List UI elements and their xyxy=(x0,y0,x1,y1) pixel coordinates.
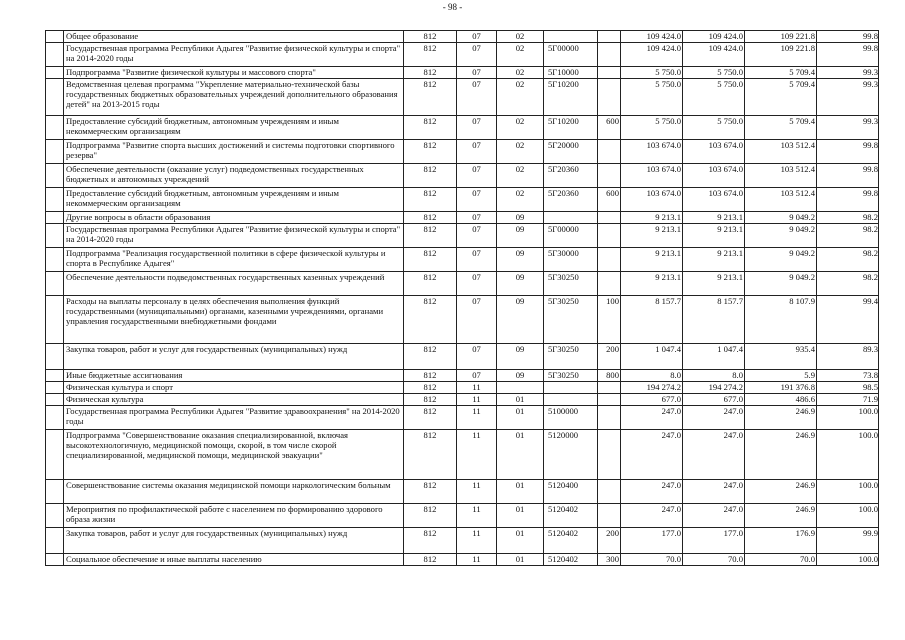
row-percent: 100.0 xyxy=(817,554,879,566)
row-executed: 5 709.4 xyxy=(745,116,817,140)
row-plan: 9 213.1 xyxy=(621,272,683,296)
row-plan: 5 750.0 xyxy=(621,67,683,79)
row-plan: 8 157.7 xyxy=(621,296,683,344)
row-vr: 300 xyxy=(598,554,621,566)
row-vr xyxy=(598,406,621,430)
row-refined: 103 674.0 xyxy=(683,164,745,188)
row-csr: 5Г30250 xyxy=(544,272,598,296)
row-ved: 812 xyxy=(404,272,457,296)
row-csr: 5Г10000 xyxy=(544,67,598,79)
row-name: Государственная программа Республики Адыгея "Развитие здравоохранения" на 2014-2020 годы xyxy=(64,406,404,430)
row-refined: 5 750.0 xyxy=(683,67,745,79)
row-refined: 109 424.0 xyxy=(683,43,745,67)
row-vr xyxy=(598,43,621,67)
row-plan: 194 274.2 xyxy=(621,382,683,394)
table-row xyxy=(46,43,879,67)
row-executed: 246.9 xyxy=(745,430,817,480)
row-pr: 02 xyxy=(497,43,544,67)
row-executed: 103 512.4 xyxy=(745,140,817,164)
row-executed: 9 049.2 xyxy=(745,212,817,224)
row-csr: 5Г20360 xyxy=(544,164,598,188)
row-ved: 812 xyxy=(404,188,457,212)
row-csr xyxy=(544,31,598,43)
row-name: Иные бюджетные ассигнования xyxy=(64,370,404,382)
row-csr: 5Г30250 xyxy=(544,296,598,344)
row-vr xyxy=(598,31,621,43)
row-pr: 01 xyxy=(497,528,544,554)
row-percent: 99.8 xyxy=(817,164,879,188)
row-vr xyxy=(598,224,621,248)
budget-table xyxy=(45,30,879,566)
row-executed: 9 049.2 xyxy=(745,248,817,272)
table-body xyxy=(46,31,879,566)
row-ved: 812 xyxy=(404,394,457,406)
row-vr xyxy=(598,504,621,528)
row-refined: 9 213.1 xyxy=(683,272,745,296)
row-percent: 99.8 xyxy=(817,31,879,43)
row-ved: 812 xyxy=(404,248,457,272)
row-name: Подпрограмма "Развитие спорта высших достижений и системы подготовки спортивного резерва" xyxy=(64,140,404,164)
row-refined: 9 213.1 xyxy=(683,212,745,224)
row-pr: 09 xyxy=(497,370,544,382)
row-refined: 109 424.0 xyxy=(683,31,745,43)
row-percent: 100.0 xyxy=(817,480,879,504)
row-refined: 5 750.0 xyxy=(683,116,745,140)
row-name: Подпрограмма "Развитие физической культуры и массового спорта" xyxy=(64,67,404,79)
row-percent: 99.9 xyxy=(817,528,879,554)
row-rz: 07 xyxy=(457,296,497,344)
row-executed: 103 512.4 xyxy=(745,188,817,212)
row-pr: 02 xyxy=(497,188,544,212)
row-plan: 8.0 xyxy=(621,370,683,382)
row-plan: 103 674.0 xyxy=(621,188,683,212)
row-csr: 5Г30250 xyxy=(544,344,598,370)
row-vr: 600 xyxy=(598,188,621,212)
table-row xyxy=(46,296,879,344)
row-refined: 1 047.4 xyxy=(683,344,745,370)
row-executed: 246.9 xyxy=(745,406,817,430)
row-rz: 07 xyxy=(457,31,497,43)
row-csr: 5120400 xyxy=(544,480,598,504)
row-name: Подпрограмма "Совершенствование оказания специализированной, включая высокотехнологичную, медицинской помощи, скорой, в том числе скорой специализированной, медицинской помощи, медицинской эвакуации" xyxy=(64,430,404,480)
row-vr xyxy=(598,394,621,406)
row-name: Предоставление субсидий бюджетным, автономным учреждениям и иным некоммерческим организациям xyxy=(64,188,404,212)
row-name: Государственная программа Республики Адыгея "Развитие физической культуры и спорта" на 2014-2020 годы xyxy=(64,43,404,67)
row-executed: 109 221.8 xyxy=(745,43,817,67)
row-name: Ведомственная целевая программа "Укрепление материально-технической базы государственных бюджетных образовательных учреждений дополнительного образования детей" на 2013-2015 годы xyxy=(64,79,404,116)
row-ved: 812 xyxy=(404,382,457,394)
table-row xyxy=(46,528,879,554)
row-plan: 247.0 xyxy=(621,504,683,528)
row-vr xyxy=(598,79,621,116)
row-percent: 99.3 xyxy=(817,116,879,140)
row-pr: 01 xyxy=(497,406,544,430)
row-ved: 812 xyxy=(404,224,457,248)
row-vr xyxy=(598,430,621,480)
row-name: Государственная программа Республики Адыгея "Развитие физической культуры и спорта" на 2014-2020 годы xyxy=(64,224,404,248)
row-ved: 812 xyxy=(404,140,457,164)
row-vr xyxy=(598,382,621,394)
row-rz: 11 xyxy=(457,528,497,554)
row-refined: 247.0 xyxy=(683,406,745,430)
row-percent: 99.8 xyxy=(817,43,879,67)
table-row xyxy=(46,480,879,504)
table-row xyxy=(46,67,879,79)
table-row xyxy=(46,554,879,566)
row-name: Социальное обеспечение и иные выплаты населению xyxy=(64,554,404,566)
row-pr: 01 xyxy=(497,430,544,480)
table-row xyxy=(46,188,879,212)
row-pr: 02 xyxy=(497,140,544,164)
row-refined: 103 674.0 xyxy=(683,140,745,164)
row-executed: 5 709.4 xyxy=(745,79,817,116)
table-row xyxy=(46,406,879,430)
row-name: Совершенствование системы оказания медицинской помощи наркологическим больным xyxy=(64,480,404,504)
row-plan: 103 674.0 xyxy=(621,164,683,188)
row-executed: 935.4 xyxy=(745,344,817,370)
row-percent: 98.5 xyxy=(817,382,879,394)
row-refined: 5 750.0 xyxy=(683,79,745,116)
row-ved: 812 xyxy=(404,480,457,504)
row-refined: 247.0 xyxy=(683,430,745,480)
row-vr: 800 xyxy=(598,370,621,382)
row-percent: 99.4 xyxy=(817,296,879,344)
row-refined: 8 157.7 xyxy=(683,296,745,344)
row-executed: 246.9 xyxy=(745,504,817,528)
table-row xyxy=(46,31,879,43)
row-csr: 5Г10200 xyxy=(544,116,598,140)
table-row xyxy=(46,164,879,188)
row-plan: 1 047.4 xyxy=(621,344,683,370)
row-name: Расходы на выплаты персоналу в целях обеспечения выполнения функций государственными (муниципальными) органами, казенными учреждениями, органами управления государственными внебюджетными фондами xyxy=(64,296,404,344)
table-row xyxy=(46,430,879,480)
row-refined: 677.0 xyxy=(683,394,745,406)
row-name: Обеспечение деятельности подведомственных государственных казенных учреждений xyxy=(64,272,404,296)
row-refined: 8.0 xyxy=(683,370,745,382)
row-rz: 07 xyxy=(457,212,497,224)
row-csr: 5120402 xyxy=(544,554,598,566)
row-rz: 07 xyxy=(457,224,497,248)
row-pr: 09 xyxy=(497,212,544,224)
row-pr: 02 xyxy=(497,31,544,43)
row-executed: 176.9 xyxy=(745,528,817,554)
row-rz: 07 xyxy=(457,370,497,382)
row-csr: 5Г10200 xyxy=(544,79,598,116)
row-name: Общее образование xyxy=(64,31,404,43)
table-row xyxy=(46,116,879,140)
row-vr xyxy=(598,140,621,164)
row-csr: 5120402 xyxy=(544,528,598,554)
row-ved: 812 xyxy=(404,164,457,188)
row-ved: 812 xyxy=(404,430,457,480)
row-ved: 812 xyxy=(404,79,457,116)
row-refined: 103 674.0 xyxy=(683,188,745,212)
row-executed: 9 049.2 xyxy=(745,272,817,296)
row-ved: 812 xyxy=(404,31,457,43)
row-executed: 109 221.8 xyxy=(745,31,817,43)
row-name: Физическая культура и спорт xyxy=(64,382,404,394)
row-pr: 02 xyxy=(497,116,544,140)
row-name: Мероприятия по профилактической работе с населением по формированию здорового образа жизни xyxy=(64,504,404,528)
row-percent: 98.2 xyxy=(817,272,879,296)
row-ved: 812 xyxy=(404,212,457,224)
row-refined: 247.0 xyxy=(683,504,745,528)
row-ved: 812 xyxy=(404,43,457,67)
row-csr: 5Г00000 xyxy=(544,224,598,248)
row-rz: 11 xyxy=(457,394,497,406)
row-vr xyxy=(598,164,621,188)
row-ved: 812 xyxy=(404,344,457,370)
row-rz: 11 xyxy=(457,382,497,394)
row-plan: 109 424.0 xyxy=(621,43,683,67)
row-refined: 70.0 xyxy=(683,554,745,566)
row-executed: 70.0 xyxy=(745,554,817,566)
row-rz: 11 xyxy=(457,504,497,528)
row-csr: 5120402 xyxy=(544,504,598,528)
row-executed: 191 376.8 xyxy=(745,382,817,394)
row-ved: 812 xyxy=(404,370,457,382)
row-vr xyxy=(598,212,621,224)
row-refined: 9 213.1 xyxy=(683,224,745,248)
row-executed: 246.9 xyxy=(745,480,817,504)
row-vr xyxy=(598,248,621,272)
row-percent: 71.9 xyxy=(817,394,879,406)
row-refined: 9 213.1 xyxy=(683,248,745,272)
row-name: Подпрограмма "Реализация государственной политики в сфере физической культуры и спорта в Республике Адыгея" xyxy=(64,248,404,272)
row-percent: 73.8 xyxy=(817,370,879,382)
row-ved: 812 xyxy=(404,406,457,430)
table-row xyxy=(46,272,879,296)
row-pr: 09 xyxy=(497,248,544,272)
row-vr xyxy=(598,272,621,296)
row-executed: 5.9 xyxy=(745,370,817,382)
row-executed: 9 049.2 xyxy=(745,224,817,248)
row-ved: 812 xyxy=(404,528,457,554)
row-ved: 812 xyxy=(404,116,457,140)
row-plan: 70.0 xyxy=(621,554,683,566)
row-pr: 09 xyxy=(497,344,544,370)
row-rz: 07 xyxy=(457,140,497,164)
table-row xyxy=(46,344,879,370)
row-percent: 100.0 xyxy=(817,504,879,528)
row-ved: 812 xyxy=(404,554,457,566)
row-pr: 02 xyxy=(497,164,544,188)
row-plan: 247.0 xyxy=(621,406,683,430)
row-plan: 9 213.1 xyxy=(621,248,683,272)
table-row xyxy=(46,140,879,164)
row-percent: 99.3 xyxy=(817,79,879,116)
row-plan: 5 750.0 xyxy=(621,79,683,116)
row-rz: 07 xyxy=(457,43,497,67)
row-plan: 9 213.1 xyxy=(621,224,683,248)
row-pr: 02 xyxy=(497,79,544,116)
row-plan: 247.0 xyxy=(621,480,683,504)
page-number: - 98 - xyxy=(442,2,463,12)
row-refined: 177.0 xyxy=(683,528,745,554)
row-csr: 5Г20000 xyxy=(544,140,598,164)
row-plan: 9 213.1 xyxy=(621,212,683,224)
row-percent: 99.8 xyxy=(817,140,879,164)
row-pr: 09 xyxy=(497,296,544,344)
row-pr: 09 xyxy=(497,272,544,296)
row-percent: 98.2 xyxy=(817,224,879,248)
row-rz: 07 xyxy=(457,67,497,79)
row-pr: 01 xyxy=(497,554,544,566)
row-pr: 01 xyxy=(497,504,544,528)
row-name: Обеспечение деятельности (оказание услуг) подведомственных государственных бюджетных и автономных учреждений xyxy=(64,164,404,188)
row-percent: 98.2 xyxy=(817,248,879,272)
table-row xyxy=(46,224,879,248)
row-vr xyxy=(598,480,621,504)
row-rz: 11 xyxy=(457,554,497,566)
row-csr xyxy=(544,382,598,394)
row-csr xyxy=(544,212,598,224)
row-percent: 98.2 xyxy=(817,212,879,224)
row-executed: 8 107.9 xyxy=(745,296,817,344)
row-pr: 02 xyxy=(497,67,544,79)
table-row xyxy=(46,212,879,224)
row-csr: 5Г00000 xyxy=(544,43,598,67)
row-vr xyxy=(598,67,621,79)
row-pr: 01 xyxy=(497,394,544,406)
row-csr xyxy=(544,394,598,406)
row-csr: 5100000 xyxy=(544,406,598,430)
row-pr: 09 xyxy=(497,224,544,248)
row-vr: 100 xyxy=(598,296,621,344)
row-plan: 109 424.0 xyxy=(621,31,683,43)
row-rz: 07 xyxy=(457,188,497,212)
table-row xyxy=(46,79,879,116)
row-rz: 07 xyxy=(457,79,497,116)
row-ved: 812 xyxy=(404,67,457,79)
row-rz: 07 xyxy=(457,116,497,140)
row-executed: 103 512.4 xyxy=(745,164,817,188)
row-rz: 11 xyxy=(457,406,497,430)
row-name: Физическая культура xyxy=(64,394,404,406)
table-row xyxy=(46,504,879,528)
row-pr: 01 xyxy=(497,480,544,504)
row-rz: 11 xyxy=(457,430,497,480)
row-rz: 07 xyxy=(457,164,497,188)
row-percent: 89.3 xyxy=(817,344,879,370)
row-refined: 247.0 xyxy=(683,480,745,504)
row-name: Закупка товаров, работ и услуг для государственных (муниципальных) нужд xyxy=(64,344,404,370)
row-plan: 177.0 xyxy=(621,528,683,554)
row-ved: 812 xyxy=(404,296,457,344)
row-vr: 200 xyxy=(598,528,621,554)
row-percent: 100.0 xyxy=(817,430,879,480)
row-percent: 100.0 xyxy=(817,406,879,430)
table-row xyxy=(46,394,879,406)
row-refined: 194 274.2 xyxy=(683,382,745,394)
row-name: Другие вопросы в области образования xyxy=(64,212,404,224)
row-rz: 07 xyxy=(457,344,497,370)
row-rz: 07 xyxy=(457,248,497,272)
row-rz: 11 xyxy=(457,480,497,504)
row-name: Закупка товаров, работ и услуг для государственных (муниципальных) нужд xyxy=(64,528,404,554)
row-executed: 486.6 xyxy=(745,394,817,406)
row-executed: 5 709.4 xyxy=(745,67,817,79)
row-plan: 247.0 xyxy=(621,430,683,480)
row-vr: 200 xyxy=(598,344,621,370)
table-row xyxy=(46,382,879,394)
row-pr xyxy=(497,382,544,394)
table-row xyxy=(46,370,879,382)
row-percent: 99.3 xyxy=(817,67,879,79)
row-name: Предоставление субсидий бюджетным, автономным учреждениям и иным некоммерческим организациям xyxy=(64,116,404,140)
row-percent: 99.8 xyxy=(817,188,879,212)
row-rz: 07 xyxy=(457,272,497,296)
row-vr: 600 xyxy=(598,116,621,140)
row-plan: 103 674.0 xyxy=(621,140,683,164)
table-row xyxy=(46,248,879,272)
row-csr: 5Г30000 xyxy=(544,248,598,272)
row-csr: 5Г20360 xyxy=(544,188,598,212)
row-plan: 677.0 xyxy=(621,394,683,406)
row-csr: 5120000 xyxy=(544,430,598,480)
row-ved: 812 xyxy=(404,504,457,528)
row-plan: 5 750.0 xyxy=(621,116,683,140)
row-csr: 5Г30250 xyxy=(544,370,598,382)
